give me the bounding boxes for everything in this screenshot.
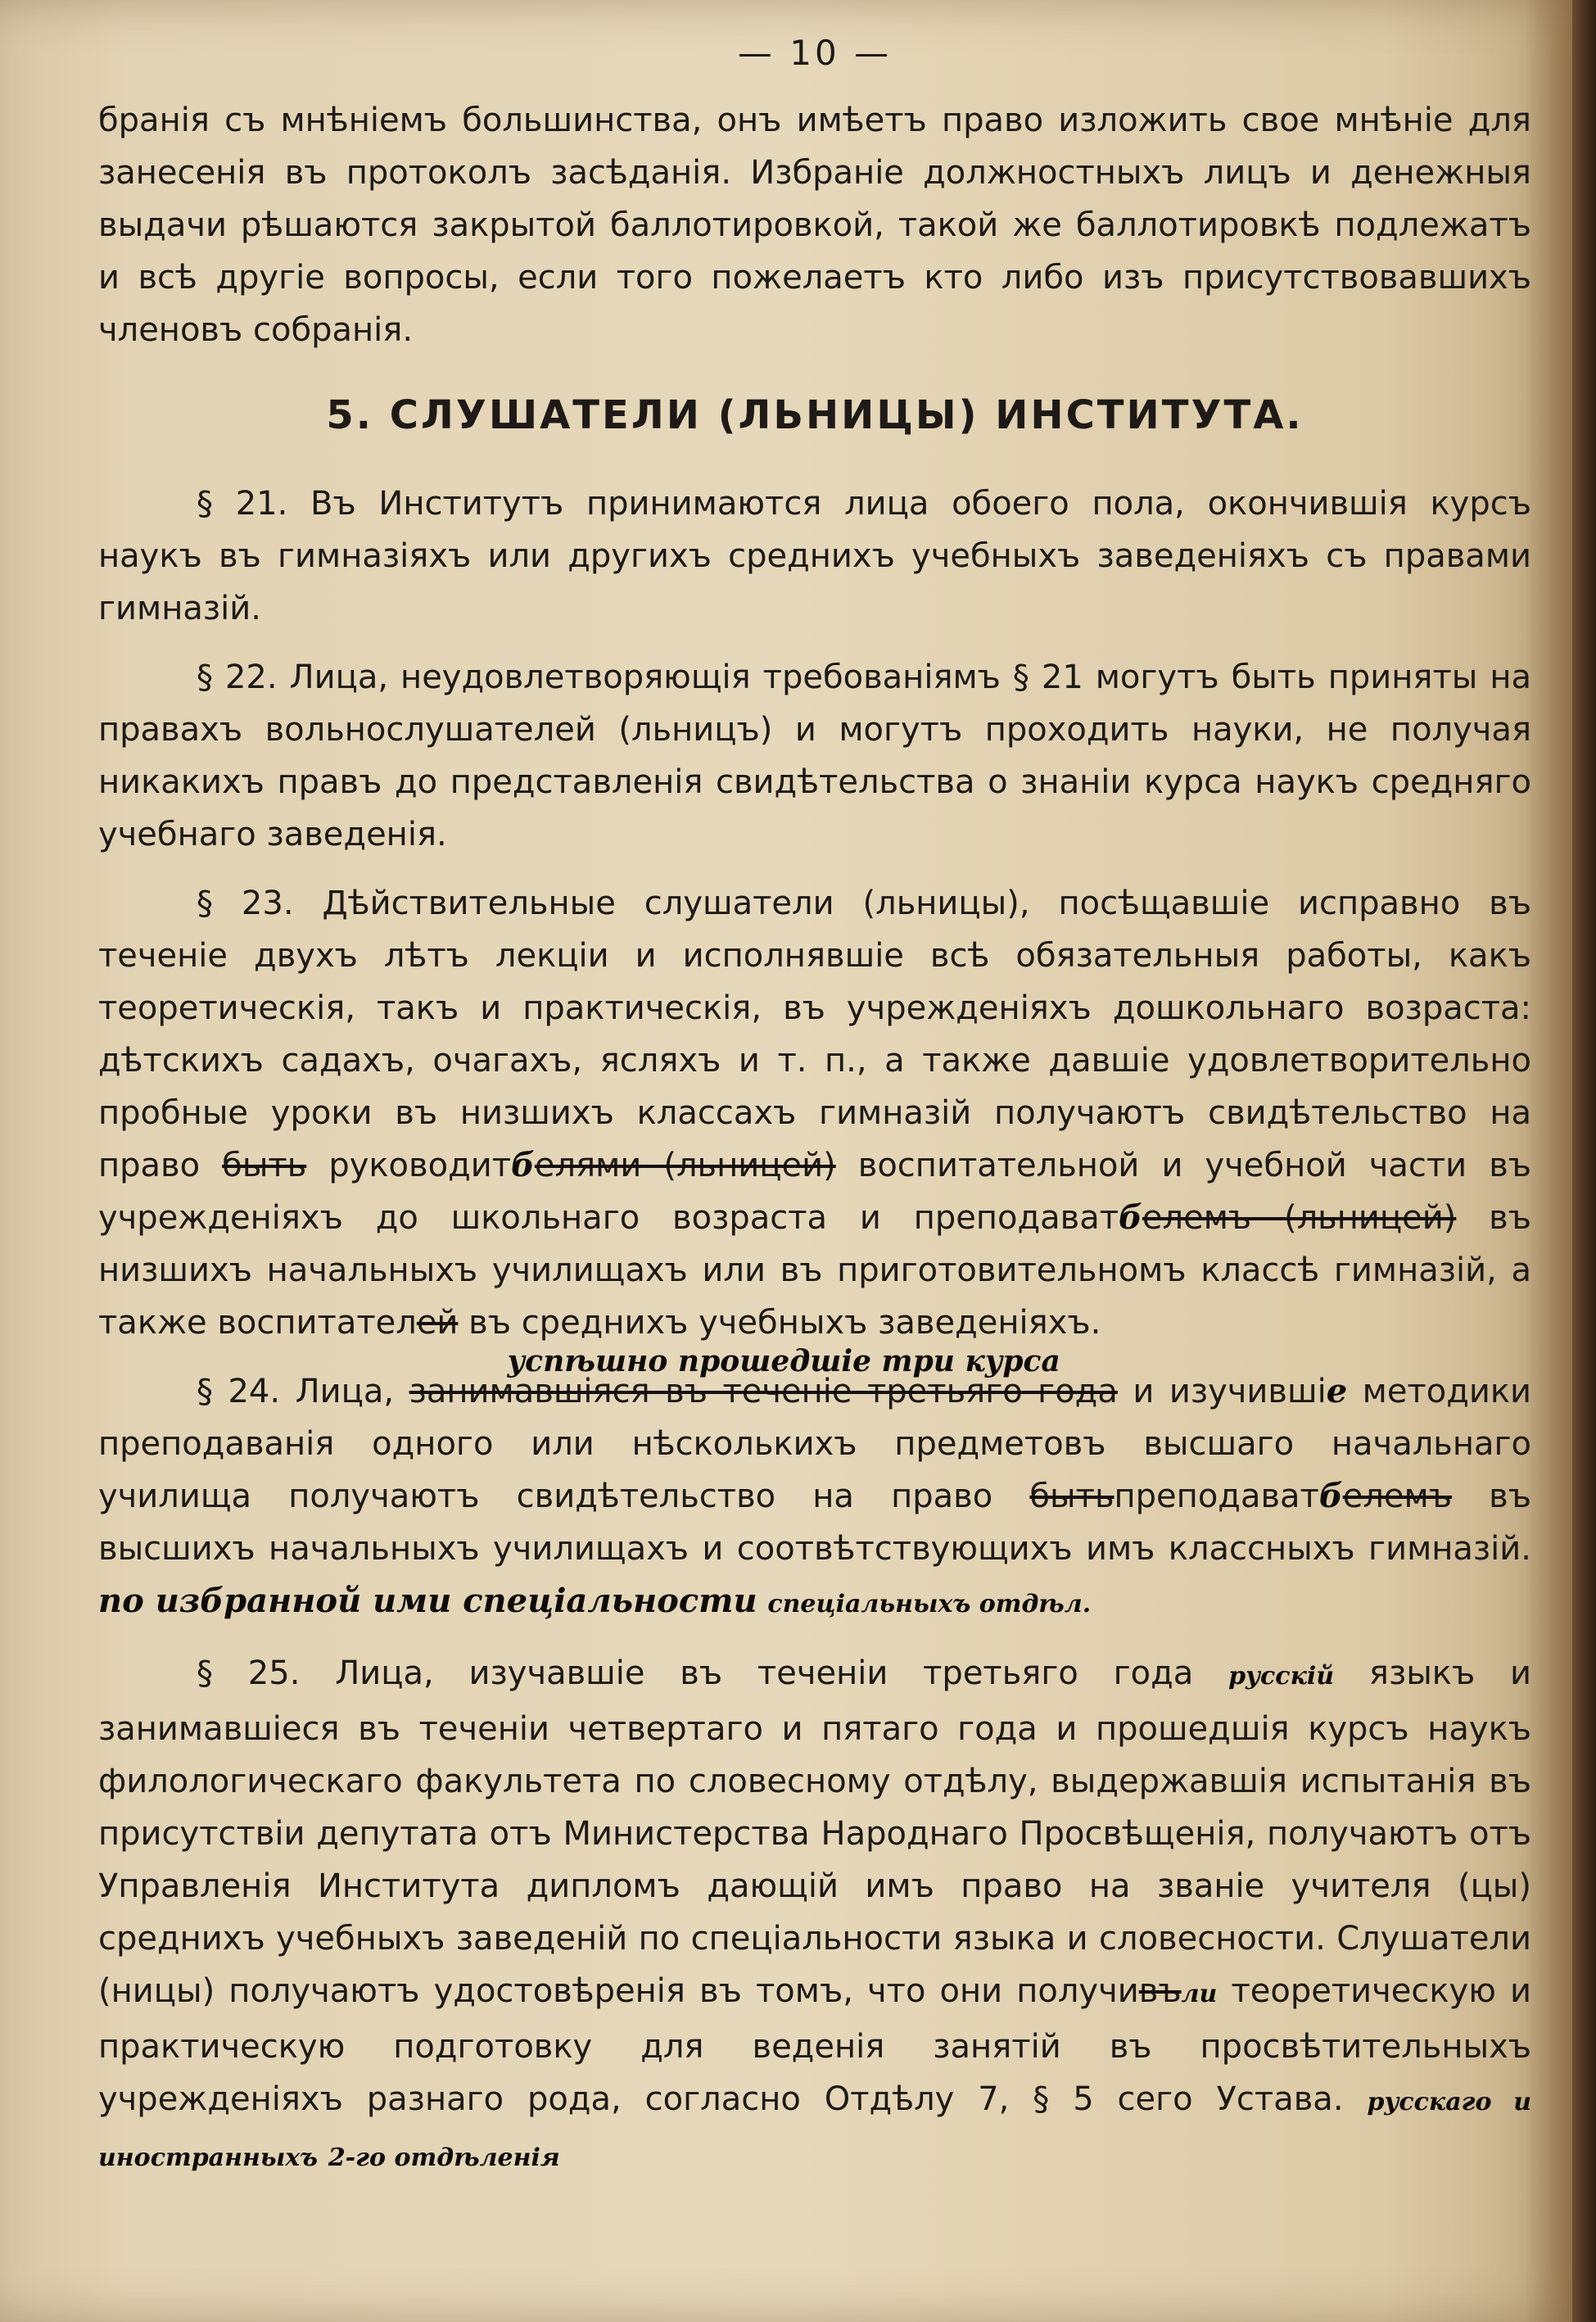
p23-strike-4: ей bbox=[416, 1304, 459, 1342]
p25-strike-1: въ bbox=[1138, 1972, 1182, 2010]
paragraph-23 bbox=[98, 877, 1531, 1349]
p24-handwritten-b: б bbox=[1318, 1477, 1343, 1515]
p23-strike-2: елями (льницей) bbox=[534, 1147, 836, 1184]
p23-text-a: § 23. Дѣйствительные слушатели (льницы), посѣщавшіе исправно въ теченіе двухъ лѣтъ лекціи и исполнявшіе всѣ обязательныя работы, какъ теоретическія, такъ и практическія, въ учрежденіяхъ дошкольнаго возраста: дѣтскихъ садахъ, очагахъ, ясляхъ и т. п., а также давшіе удовлетворительно пробные уроки въ низшихъ классахъ гимназій получаютъ свидѣтельство на право bbox=[98, 885, 1531, 1184]
p25-text-a: § 25. Лица, изучавшіе въ теченіи третьяго года bbox=[197, 1654, 1194, 1692]
p24-strike-2: быть bbox=[1029, 1478, 1114, 1515]
p24-strike-1: занимавшіяся въ теченіе третьяго года bbox=[409, 1373, 1118, 1410]
paragraph-intro: бранія съ мнѣніемъ большинства, онъ имѣетъ право изложить свое мнѣніе для занесенія въ протоколъ засѣданія. Избраніе должностныхъ лицъ и денежныя выдачи рѣшаются закрытой баллотировкой, такой же баллотировкѣ подлежатъ и всѣ другіе вопросы, если того пожелаетъ кто либо изъ присутствовавшихъ членовъ собранія. bbox=[98, 102, 1531, 349]
p24-correction-group bbox=[409, 1344, 1118, 1410]
p25-handwritten-li: ли bbox=[1181, 1980, 1218, 2008]
section-heading: 5. СЛУШАТЕЛИ (ЛЬНИЦЫ) ИНСТИТУТА. bbox=[326, 392, 1304, 438]
paragraph-24 bbox=[98, 1344, 1532, 1631]
page-edge-shadow bbox=[1572, 0, 1596, 2322]
p25-handwritten-note-2: 2-го отдѣленія bbox=[328, 2143, 560, 2172]
p24-handwritten-e: е bbox=[1326, 1372, 1348, 1410]
p23-text-c: воспитательной и учебной части въ учрежденіяхъ до школьнаго возраста и преподават bbox=[98, 1147, 1532, 1237]
p23-text-d: въ низшихъ начальныхъ училищахъ или въ приготовительномъ классѣ гимназій, а также воспитател bbox=[98, 1199, 1531, 1342]
p24-text-c: методики преподаванія одного или нѣсколькихъ предметовъ высшаго начальнаго училища получаютъ свидѣтельство на право bbox=[98, 1373, 1532, 1515]
p23-handwritten-1: б bbox=[511, 1146, 535, 1184]
paragraph-21: § 21. Въ Институтъ принимаются лица обоего пола, окончившія курсъ наукъ въ гимназіяхъ или другихъ среднихъ учебныхъ заведеніяхъ съ правами гимназій. bbox=[98, 485, 1531, 627]
p25-text-b: языкъ и занимавшіеся въ теченіи четвертаго и пятаго года и прошедшія курсъ наукъ филологическаго факультета по словесному отдѣлу, выдержавшія испытанія въ присутствіи депутата отъ Министерства Народнаго Просвѣщенія, получаютъ отъ Управленія Института дипломъ дающій имъ право на званіе учителя (цы) среднихъ учебныхъ заведеній по спеціальности языка и словесности. Слушатели (ницы) получаютъ удостовѣренія въ томъ, что они получи bbox=[98, 1654, 1531, 2010]
p24-text-e: въ высшихъ начальныхъ училищахъ и соотвѣтствующихъ имъ классныхъ гимназій. bbox=[98, 1478, 1531, 1568]
p25-text-c: теоретическую и практическую подготовку для веденія занятій въ просвѣтительныхъ учрежденіяхъ разнаго рода, согласно Отдѣлу 7, § 5 сего Устава. bbox=[98, 1972, 1531, 2118]
p23-text-b: руководит bbox=[328, 1147, 512, 1184]
p24-handwritten-tail: по избранной ими спеціальности bbox=[98, 1582, 757, 1620]
p24-text-b: и изучивші bbox=[1133, 1373, 1327, 1410]
paragraph-22: § 22. Лица, неудовлетворяющія требованіямъ § 21 могутъ быть приняты на правахъ вольнослушателей (льницъ) и могутъ проходить науки, не получая никакихъ правъ до представленія свидѣтельства о знаніи курса наукъ средняго учебнаго заведенія. bbox=[98, 659, 1531, 853]
p24-text-a: § 24. Лица, bbox=[197, 1373, 395, 1410]
p23-handwritten-2: б bbox=[1119, 1198, 1142, 1237]
p24-strike-3: елемъ bbox=[1342, 1478, 1452, 1515]
p23-strike-3: елемъ (льницей) bbox=[1142, 1199, 1457, 1237]
page-number: — 10 — bbox=[737, 33, 893, 73]
p24-text-d: преподават bbox=[1114, 1478, 1319, 1515]
paragraph-25 bbox=[98, 1647, 1531, 2184]
p24-handwritten-tail-2: спеціальныхъ отдѣл. bbox=[767, 1590, 1092, 1618]
p23-strike-1: быть bbox=[222, 1147, 307, 1184]
p25-handwritten-note-1: русскаго и иностранныхъ bbox=[98, 2088, 1531, 2172]
p25-handwritten-russian: русскій bbox=[1228, 1662, 1335, 1691]
p24-handwritten-above: успѣшно прошедшіе три курса bbox=[507, 1344, 1060, 1378]
p23-text-e: въ среднихъ учебныхъ заведеніяхъ. bbox=[468, 1304, 1101, 1342]
page-text bbox=[98, 33, 1531, 2201]
